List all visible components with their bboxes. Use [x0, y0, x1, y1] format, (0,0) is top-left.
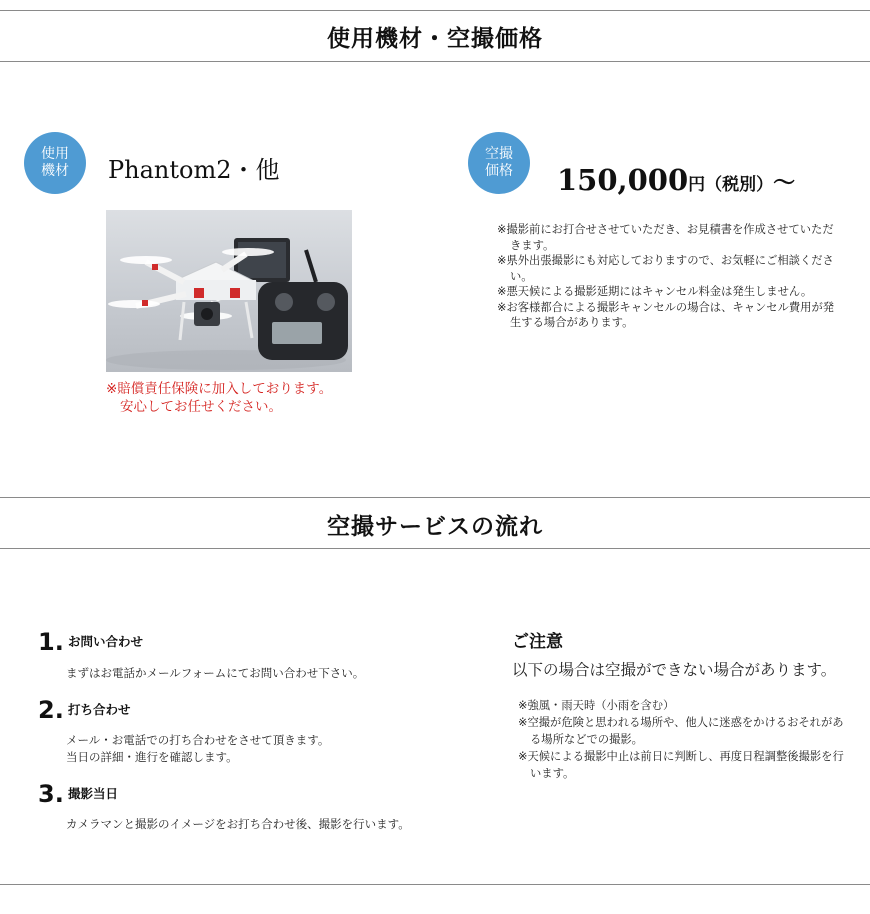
equipment-name: Phantom2・他 — [108, 156, 280, 184]
page-bottom-rule — [0, 884, 870, 885]
step-description-line: メール・お電話での打ち合わせをさせて頂きます。 — [66, 733, 330, 747]
step-number: 3. — [38, 780, 64, 808]
price-yen: 円 — [688, 175, 706, 195]
pricing-badge-line1: 空撮 — [485, 146, 513, 162]
step-1 — [38, 628, 143, 656]
insurance-note — [106, 380, 366, 416]
pricing-notes — [497, 222, 837, 331]
price-suffix: 〜 — [773, 170, 796, 196]
section-title-equipment-price: 使用機材・空撮価格 — [327, 25, 543, 52]
drone-illustration — [106, 210, 352, 372]
section2-bottom-rule — [0, 548, 870, 549]
step-description-line: まずはお電話かメールフォームにてお問い合わせ下さい。 — [66, 666, 365, 680]
equipment-badge-line1: 使用 — [41, 146, 69, 162]
pricing-note: ※撮影前にお打合せさせていただき、お見積書を作成させていただきます。 — [497, 223, 834, 252]
step-number: 2. — [38, 696, 64, 724]
caution-item: ※空撮が危険と思われる場所や、他人に迷惑をかけるおそれがある場所などでの撮影。 — [518, 716, 844, 746]
price-tax: （税別） — [705, 175, 774, 195]
step-2 — [38, 696, 131, 724]
caution-item: ※天候による撮影中止は前日に判断し、再度日程調整後撮影を行います。 — [518, 750, 844, 780]
equipment-badge-line2: 機材 — [41, 163, 69, 179]
pricing-note: ※県外出張撮影にも対応しておりますので、お気軽にご相談ください。 — [497, 254, 834, 283]
step-3 — [38, 780, 118, 808]
step-title: 打ち合わせ — [68, 702, 131, 717]
insurance-note-line2: 安心してお任せください。 — [120, 399, 282, 415]
price — [557, 163, 795, 197]
section1-top-rule — [0, 10, 870, 11]
step-description-line: 当日の詳細・進行を確認します。 — [66, 750, 238, 764]
drone-photo — [106, 210, 352, 372]
insurance-note-line1: ※賠償責任保険に加入しております。 — [106, 381, 333, 397]
step-3-description — [66, 816, 410, 833]
step-title: 撮影当日 — [68, 786, 119, 801]
step-1-description — [66, 665, 364, 682]
pricing-badge — [468, 132, 530, 194]
step-number: 1. — [38, 628, 64, 656]
equipment-badge — [24, 132, 86, 194]
caution-lead: 以下の場合は空撮ができない場合があります。 — [512, 661, 837, 679]
pricing-note: ※悪天候による撮影延期にはキャンセル料金は発生しません。 — [497, 285, 813, 298]
step-title: お問い合わせ — [68, 634, 144, 649]
price-amount: 150,000 — [557, 163, 689, 197]
section-title-service-flow: 空撮サービスの流れ — [327, 513, 543, 540]
pricing-badge-line2: 価格 — [485, 163, 513, 179]
step-2-description — [66, 732, 329, 766]
pricing-note: ※お客様都合による撮影キャンセルの場合は、キャンセル費用が発生する場合があります。 — [497, 300, 835, 329]
step-description-line: カメラマンと撮影のイメージをお打ち合わせ後、撮影を行います。 — [66, 817, 410, 831]
caution-item: ※強風・雨天時（小雨を含む） — [518, 699, 675, 712]
caution-heading: ご注意 — [512, 632, 563, 652]
section1-bottom-rule — [0, 61, 870, 62]
section2-top-rule — [0, 497, 870, 498]
caution-list — [518, 697, 853, 782]
